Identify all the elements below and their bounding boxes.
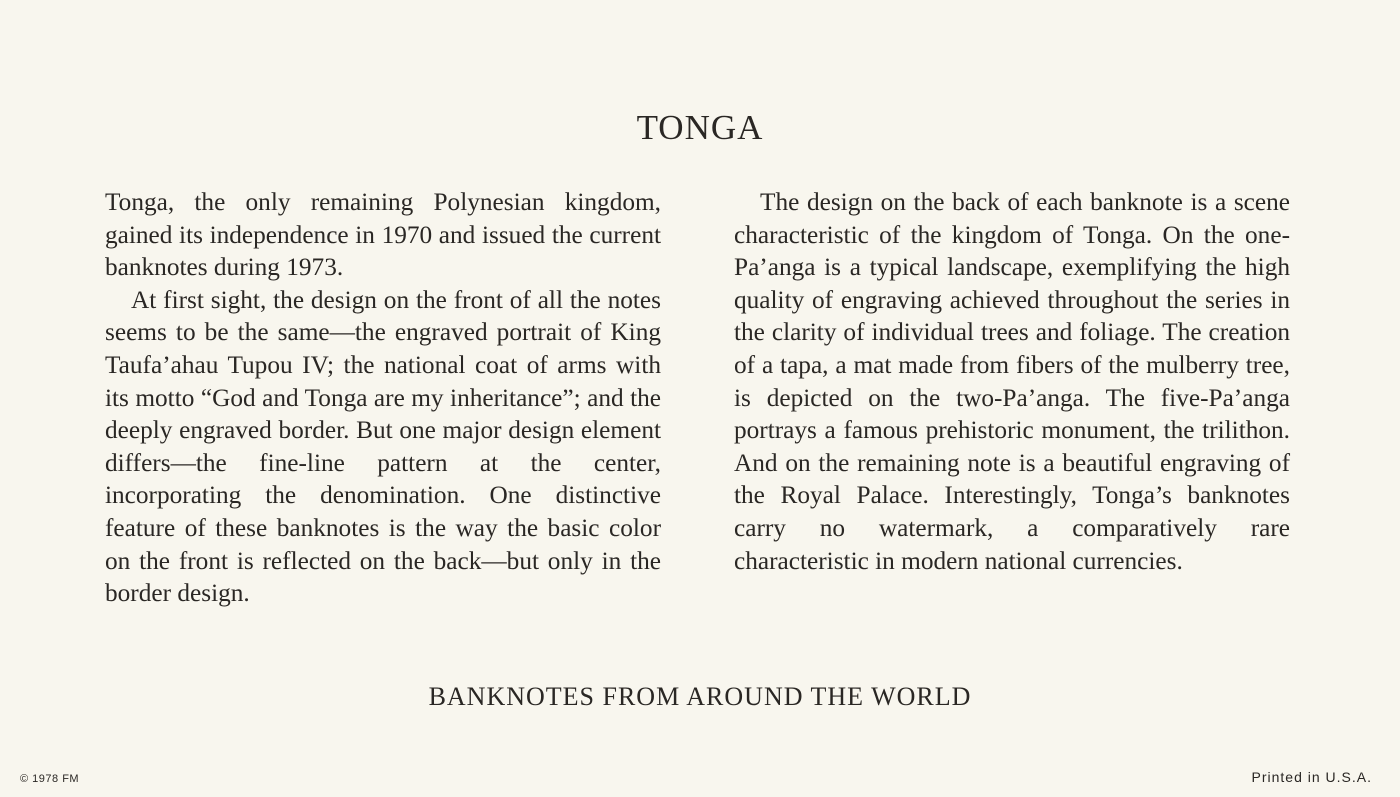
left-paragraph-2: At first sight, the design on the front of all the notes seems to be the same—the engraved portrait of King Taufa’ahau Tupou IV; the national coat of arms with its motto “God and Tonga are my inheritance”; and the deeply engraved border. But one major design element differs—the fine-line pattern at the center, incorporating the denomination. One distinctive feature of these banknotes is the way the basic color on the front is reflected on the back—but only in the border design. [105,285,661,608]
printed-notice: Printed in U.S.A. [1251,769,1372,785]
right-paragraph-1: The design on the back of each banknote is a scene characteristic of the kingdom of Tonga. On the one-Pa’anga is a typical landscape, exemplifying the high quality of engraving achieved throughout the series in the clarity of individual trees and foliage. The creation of a tapa, a mat made from fibers of the mulberry tree, is depicted on the two-Pa’anga. The five-Pa’anga portrays a famous prehistoric monument, the trilithon. And on the remaining note is a beautiful engraving of the Royal Palace. Interestingly, Tonga’s banknotes carry no watermark, a comparatively rare characteristic in modern national currencies. [734,188,1290,575]
left-paragraph-1: Tonga, the only remaining Polynesian kingdom, gained its independence in 1970 and issued the current banknotes during 1973. [105,188,661,282]
right-column [734,186,1290,577]
left-column [105,186,661,610]
series-title: BANKNOTES FROM AROUND THE WORLD [428,682,972,711]
copyright-notice: © 1978 FM [20,773,80,785]
page-title: TONGA [636,108,764,147]
